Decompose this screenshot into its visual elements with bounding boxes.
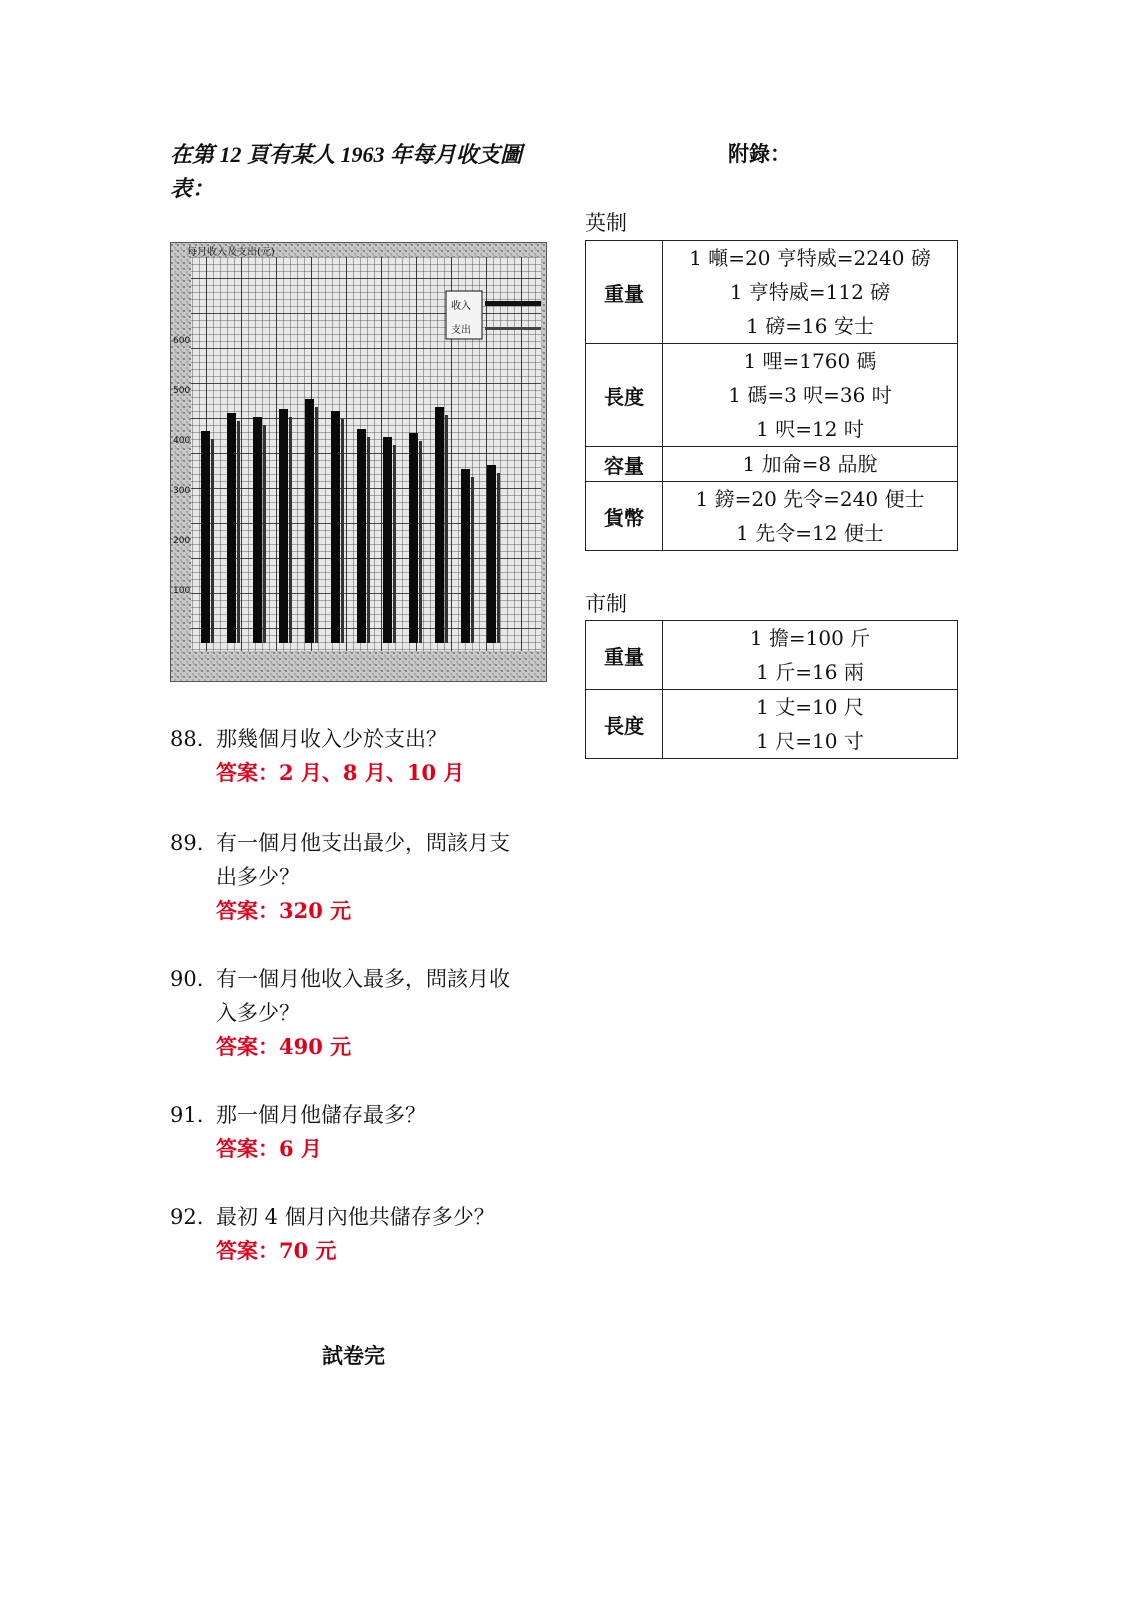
chart-bar <box>357 429 366 643</box>
unit-values <box>663 344 958 447</box>
imperial-label: 英制 <box>585 211 627 235</box>
chart-bar-line <box>367 437 370 643</box>
unit-conversion: 1 先令=12 便士 <box>736 521 884 545</box>
unit-row <box>586 447 958 482</box>
chart-bar <box>201 431 210 643</box>
imperial-table <box>585 240 958 551</box>
y-tick-label: 500 <box>173 386 191 396</box>
question-item <box>170 1098 550 1166</box>
unit-conversion: 1 哩=1760 碼 <box>743 349 877 373</box>
scanned-chart-svg <box>171 243 546 681</box>
question-text: 最初 4 個月內他共儲存多少？ <box>216 1205 495 1229</box>
question-text: 有一個月他收入最多，問該月收 <box>216 967 510 991</box>
end-of-paper: 試卷完 <box>322 1344 385 1368</box>
answer-text: 答案：490 元 <box>216 1034 352 1059</box>
y-tick-label: 600 <box>173 336 191 346</box>
unit-conversion: 1 尺=10 寸 <box>756 729 864 753</box>
unit-conversion: 1 噸=20 亨特威=2240 磅 <box>689 246 931 270</box>
unit-values <box>663 241 958 344</box>
unit-conversion: 1 斤=16 兩 <box>756 660 864 684</box>
y-tick-label: 300 <box>173 486 191 496</box>
unit-values <box>663 690 958 759</box>
answer-text: 答案：2 月、8 月、10 月 <box>216 760 465 785</box>
chart-bar <box>461 469 470 643</box>
chart-bar-line <box>341 419 344 643</box>
chart-bar-line <box>471 477 474 643</box>
unit-conversion: 1 碼=3 呎=36 吋 <box>728 383 892 407</box>
unit-row <box>586 241 958 344</box>
legend-income-swatch <box>485 301 541 306</box>
unit-category: 容量 <box>586 447 663 482</box>
chart-bar-line <box>263 425 266 643</box>
question-text: 那一個月他儲存最多？ <box>216 1103 426 1127</box>
question-number: 91. <box>170 1103 204 1127</box>
unit-row <box>586 621 958 690</box>
unit-category: 重量 <box>586 621 663 690</box>
question-item <box>170 826 550 928</box>
chinese-label: 市制 <box>585 592 627 616</box>
unit-conversion: 1 鎊=20 先令=240 便士 <box>695 487 925 511</box>
unit-conversion: 1 磅=16 安士 <box>746 314 874 338</box>
unit-conversion: 1 呎=12 吋 <box>756 417 864 441</box>
question-number: 89. <box>170 831 204 855</box>
question-item <box>170 722 550 790</box>
question-text: 有一個月他支出最少，問該月支 <box>216 831 510 855</box>
question-text: 入多少？ <box>216 1001 300 1025</box>
unit-row <box>586 690 958 759</box>
question-text: 出多少？ <box>216 865 300 889</box>
legend-expense-label: 支出 <box>451 325 471 336</box>
unit-values <box>663 621 958 690</box>
chart-bar <box>227 413 236 643</box>
appendix-title: 附錄： <box>728 142 791 166</box>
chart-bar <box>409 433 418 643</box>
chart-bar <box>435 407 444 643</box>
y-tick-label: 200 <box>173 536 191 546</box>
unit-values <box>663 447 958 482</box>
y-tick-label: 400 <box>173 436 191 446</box>
chart-bar-line <box>237 421 240 643</box>
question-number: 92. <box>170 1205 204 1229</box>
unit-conversion: 1 加侖=8 品脫 <box>742 452 878 476</box>
answer-text: 答案：320 元 <box>216 898 352 923</box>
scanned-chart-image <box>170 242 547 682</box>
unit-category: 重量 <box>586 241 663 344</box>
chart-bar <box>253 417 262 643</box>
unit-row <box>586 344 958 447</box>
answer-text: 答案：6 月 <box>216 1136 322 1161</box>
question-item <box>170 1200 550 1268</box>
chart-bar-line <box>419 441 422 643</box>
unit-conversion: 1 擔=100 斤 <box>749 626 871 650</box>
y-tick-label: 100 <box>173 586 191 596</box>
unit-category: 長度 <box>586 690 663 759</box>
chart-bar <box>487 465 496 643</box>
intro-text <box>170 138 550 206</box>
chart-caption: 每月收入及支出(元) <box>187 247 275 258</box>
unit-values <box>663 482 958 551</box>
chinese-table <box>585 620 958 759</box>
unit-conversion: 1 亨特威=112 磅 <box>729 280 891 304</box>
chart-bar-line <box>445 415 448 643</box>
chart-bar <box>383 437 392 643</box>
chart-bar <box>331 411 340 643</box>
legend-income-label: 收入 <box>451 301 471 312</box>
chart-bar-line <box>315 407 318 643</box>
unit-conversion: 1 丈=10 尺 <box>756 695 864 719</box>
unit-category: 貨幣 <box>586 482 663 551</box>
question-number: 90. <box>170 967 204 991</box>
chart-bar <box>279 409 288 643</box>
question-item <box>170 962 550 1064</box>
chart-bar-line <box>289 417 292 643</box>
intro-line-1: 在第 12 頁有某人 1963 年每月收支圖 <box>170 142 523 167</box>
legend-expense-swatch <box>485 327 541 330</box>
chart-bar <box>305 399 314 643</box>
question-number: 88. <box>170 727 204 751</box>
chart-bar-line <box>211 439 214 643</box>
chart-bar-line <box>497 473 500 643</box>
question-text: 那幾個月收入少於支出？ <box>216 727 447 751</box>
unit-category: 長度 <box>586 344 663 447</box>
intro-line-2: 表： <box>170 176 215 201</box>
answer-text: 答案：70 元 <box>216 1238 337 1263</box>
chart-bar-line <box>393 445 396 643</box>
unit-row <box>586 482 958 551</box>
